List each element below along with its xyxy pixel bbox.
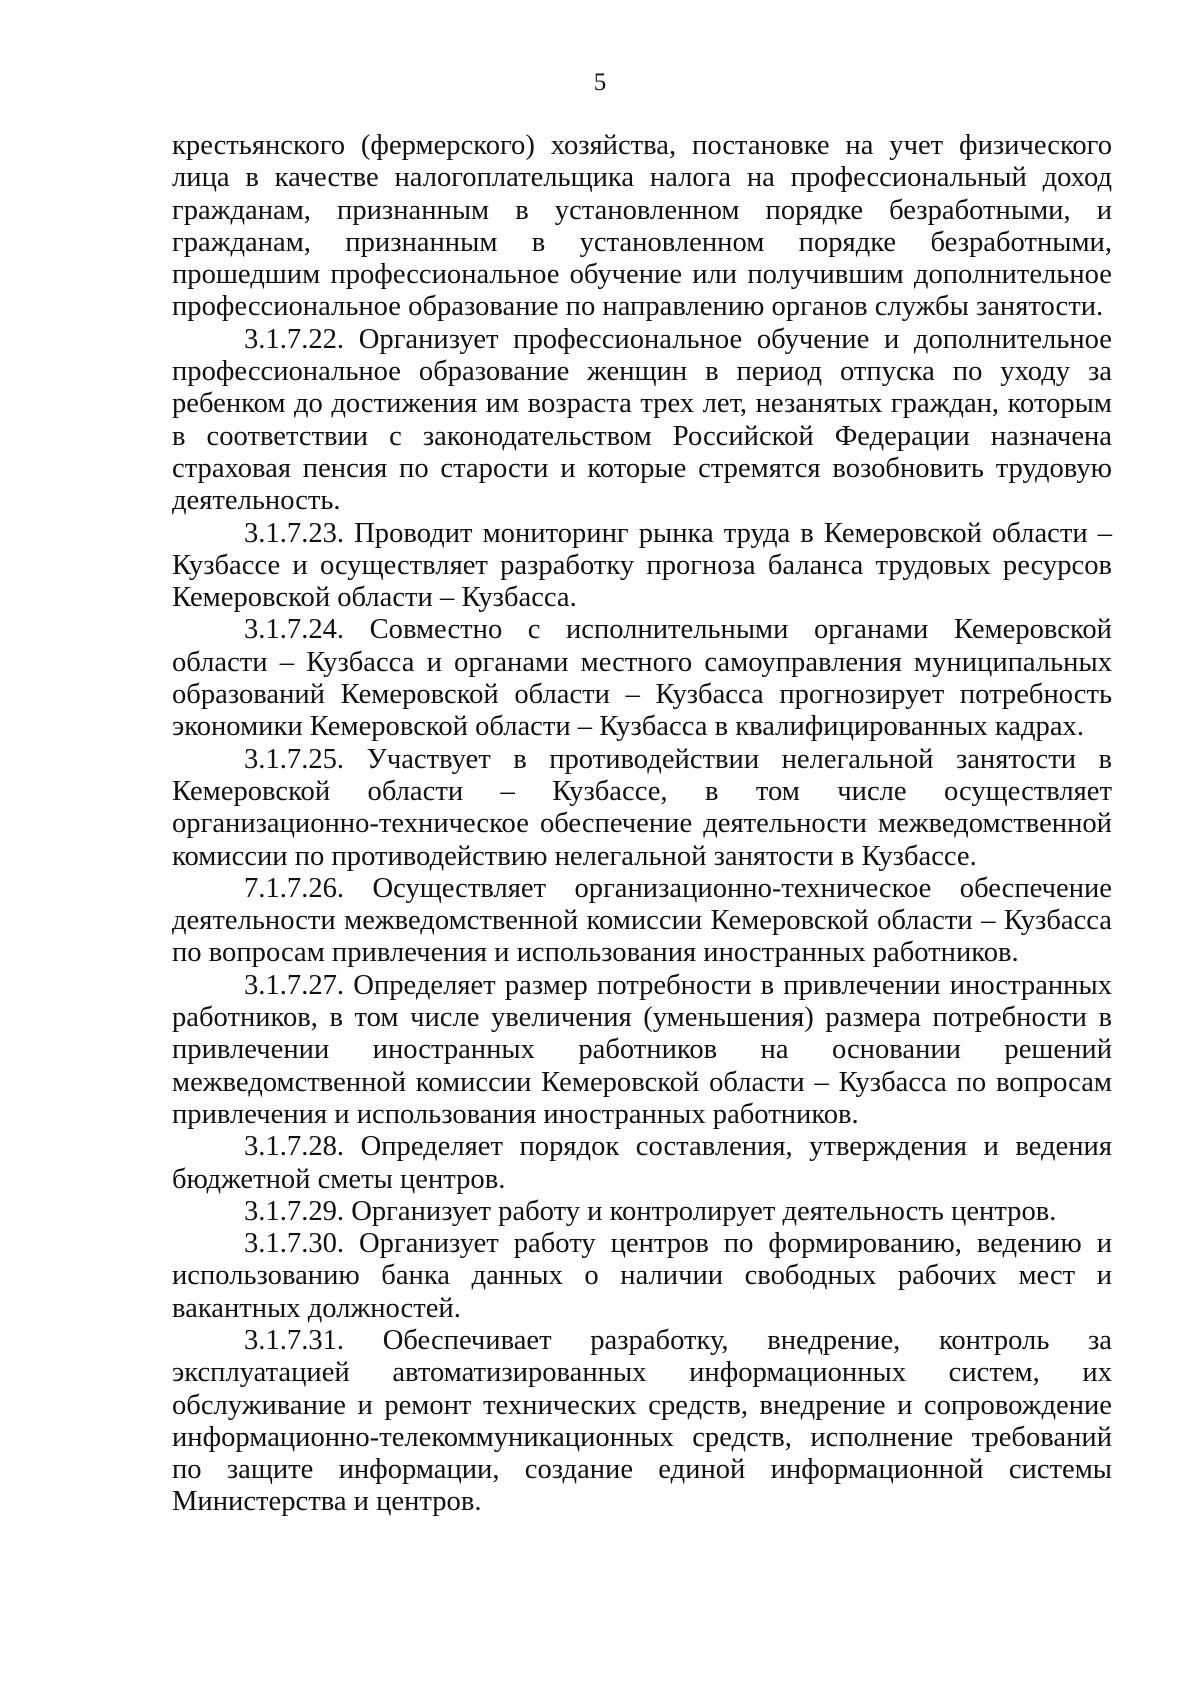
paragraph-3-1-7-22: 3.1.7.22. Организует профессиональное обучение и дополнительное профессиональное образование женщин в период отпуска по уходу за ребенком до достижения им возраста трех лет, незанятых граждан, которым в соответствии с законодательством Российской Федерации назначена страховая пенсия по старости и которые стремятся возобновить трудовую деятельность. (172, 323, 1112, 517)
paragraph-3-1-7-25: 3.1.7.25. Участвует в противодействии нелегальной занятости в Кемеровской области – Кузбассе, в том числе осуществляет организационно-техническое обеспечение деятельности межведомственной комиссии по противодействию нелегальной занятости в Кузбассе. (172, 743, 1112, 872)
paragraph-3-1-7-24: 3.1.7.24. Совместно с исполнительными органами Кемеровской области – Кузбасса и органами местного самоуправления муниципальных образований Кемеровской области – Кузбасса прогнозирует потребность экономики Кемеровской области – Кузбасса в квалифицированных кадрах. (172, 614, 1112, 743)
paragraph-3-1-7-31: 3.1.7.31. Обеспечивает разработку, внедрение, контроль за эксплуатацией автоматизированных информационных систем, их обслуживание и ремонт технических средств, внедрение и сопровождение информационно-телекоммуникационных средств, исполнение требований по защите информации, создание единой информационной системы Министерства и центров. (172, 1324, 1112, 1518)
paragraph-3-1-7-29: 3.1.7.29. Организует работу и контролирует деятельность центров. (244, 1195, 1057, 1227)
page-number: 5 (593, 69, 607, 96)
document-body (172, 130, 1112, 1519)
paragraph-3-1-7-23: 3.1.7.23. Проводит мониторинг рынка труда в Кемеровской области – Кузбассе и осуществляет разработку прогноза баланса трудовых ресурсов Кемеровской области – Кузбасса. (172, 517, 1112, 614)
paragraph-3-1-7-28: 3.1.7.28. Определяет порядок составления, утверждения и ведения бюджетной сметы центров. (172, 1131, 1112, 1195)
paragraph-continuation: крестьянского (фермерского) хозяйства, постановке на учет физического лица в качестве налогоплательщика налога на профессиональный доход гражданам, признанным в установленном порядке безработными, и гражданам, признанным в установленном порядке безработными, прошедшим профессиональное обучение или получившим дополнительное профессиональное образование по направлению органов службы занятости. (172, 130, 1112, 323)
paragraph-7-1-7-26: 7.1.7.26. Осуществляет организационно-техническое обеспечение деятельности межведомственной комиссии Кемеровской области – Кузбасса по вопросам привлечения и использования иностранных работников. (172, 872, 1112, 969)
paragraph-3-1-7-30: 3.1.7.30. Организует работу центров по формированию, ведению и использованию банка данных о наличии свободных рабочих мест и вакантных должностей. (172, 1228, 1112, 1324)
paragraph-3-1-7-27: 3.1.7.27. Определяет размер потребности в привлечении иностранных работников, в том числе увеличения (уменьшения) размера потребности в привлечении иностранных работников на основании решений межведомственной комиссии Кемеровской области – Кузбасса по вопросам привлечения и использования иностранных работников. (172, 969, 1112, 1130)
